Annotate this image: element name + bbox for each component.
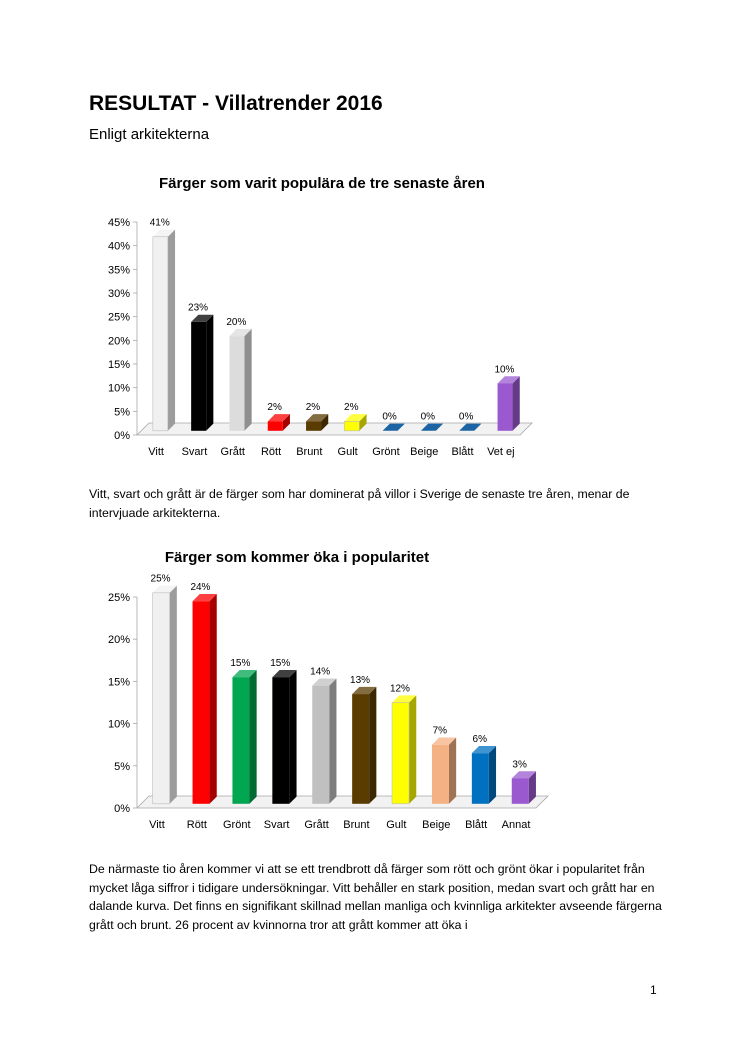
bar-side bbox=[170, 586, 177, 804]
data-label: 2% bbox=[267, 402, 282, 414]
bar-annat bbox=[512, 771, 536, 804]
bar-side bbox=[244, 329, 251, 431]
x-tick-label: Blått bbox=[465, 819, 488, 831]
page-subtitle: Enligt arkitekterna bbox=[89, 126, 210, 143]
bar-front bbox=[193, 601, 210, 804]
data-label: 23% bbox=[188, 302, 209, 314]
data-label: 7% bbox=[432, 725, 448, 737]
bar-front bbox=[306, 421, 321, 430]
x-tick-label: Gult bbox=[337, 446, 358, 458]
y-tick-label: 10% bbox=[107, 382, 130, 395]
chart-title: Färger som varit populära de tre senaste åren bbox=[159, 175, 485, 192]
page-number: 1 bbox=[650, 983, 657, 997]
data-label: 12% bbox=[389, 683, 410, 695]
bar-vitt bbox=[153, 230, 175, 431]
bar-rött bbox=[193, 594, 217, 804]
y-tick-label: 30% bbox=[107, 288, 130, 300]
y-tick-label: 5% bbox=[114, 760, 130, 773]
data-label: 14% bbox=[310, 666, 331, 678]
y-tick-label: 0% bbox=[114, 803, 130, 815]
bar-front bbox=[191, 322, 206, 431]
bar-side bbox=[206, 315, 213, 431]
chart-title: Färger som kommer öka i popularitet bbox=[164, 549, 430, 566]
bar-front bbox=[498, 383, 513, 430]
bar-front bbox=[153, 237, 168, 431]
paragraph-2: De närmaste tio åren kommer vi att se ett trendbrott då färger som rött och grönt ökar i popularitet från mycket låga siffror i tidigare undersökningar. Vitt behåller en stark position, medan svart och grått har en dalande kurva. Det finns en signifikant skillnad mellan manliga och kvinnliga arkitekter avseende färgerna grått och brunt. 26 procent av kvinnorna tror att grått kommer att öka i bbox=[89, 862, 662, 932]
y-tick-label: 5% bbox=[114, 406, 130, 419]
y-tick-label: 15% bbox=[107, 359, 130, 371]
bar-front bbox=[392, 703, 409, 804]
y-tick-label: 0% bbox=[114, 430, 130, 442]
data-label: 0% bbox=[458, 411, 474, 423]
x-tick-label: Grönt bbox=[222, 819, 251, 831]
bar-svart bbox=[272, 670, 296, 804]
bar-side bbox=[449, 738, 456, 804]
bar-front bbox=[512, 778, 529, 803]
x-tick-label: Rött bbox=[260, 446, 282, 458]
bar-side bbox=[409, 695, 416, 803]
bar-blått bbox=[472, 746, 496, 804]
y-tick-label: 20% bbox=[107, 335, 130, 348]
data-label: 25% bbox=[150, 573, 171, 585]
data-label: 2% bbox=[344, 402, 359, 414]
y-tick-label: 25% bbox=[107, 592, 130, 604]
bar-gult bbox=[392, 695, 416, 803]
bar-side bbox=[210, 594, 217, 804]
y-tick-label: 20% bbox=[107, 634, 130, 647]
x-tick-label: Vitt bbox=[148, 446, 165, 458]
bar-side bbox=[289, 670, 296, 804]
bar-front bbox=[272, 677, 289, 804]
bar-side bbox=[513, 376, 520, 431]
data-label: 13% bbox=[350, 674, 371, 686]
y-tick-label: 40% bbox=[107, 240, 130, 253]
data-label: 0% bbox=[382, 411, 397, 423]
x-tick-label: Blått bbox=[451, 446, 474, 458]
bar-side bbox=[249, 670, 256, 804]
bar-grått bbox=[312, 678, 336, 803]
data-label: 41% bbox=[149, 217, 170, 229]
bar-side bbox=[329, 678, 336, 803]
bar-front bbox=[153, 593, 170, 804]
paragraph-1: Vitt, svart och grått är de färger som har dominerat på villor i Sverige de senaste tre åren, menar de intervjuade arkitekterna. bbox=[89, 487, 630, 520]
bar-front bbox=[472, 753, 489, 804]
bar-grönt bbox=[232, 670, 256, 804]
x-tick-label: Brunt bbox=[343, 819, 370, 831]
chart-increasing-colors bbox=[0, 538, 746, 848]
x-tick-label: Beige bbox=[410, 446, 439, 458]
y-tick-label: 45% bbox=[107, 217, 130, 229]
x-tick-label: Grått bbox=[304, 819, 329, 831]
x-tick-label: Beige bbox=[422, 819, 451, 831]
bar-svart bbox=[191, 315, 213, 431]
bar-front bbox=[268, 421, 283, 430]
bar-grått bbox=[229, 329, 251, 431]
bar-beige bbox=[432, 738, 456, 804]
page-title: RESULTAT - Villatrender 2016 bbox=[89, 92, 383, 115]
x-tick-label: Brunt bbox=[296, 446, 323, 458]
data-label: 15% bbox=[270, 658, 291, 669]
data-label: 15% bbox=[230, 658, 251, 669]
y-tick-label: 35% bbox=[107, 264, 130, 277]
chart-popular-colors bbox=[0, 160, 746, 470]
bar-vet ej bbox=[498, 376, 520, 431]
x-tick-label: Grönt bbox=[372, 446, 400, 458]
data-label: 2% bbox=[305, 402, 321, 414]
x-tick-label: Annat bbox=[501, 819, 531, 831]
bar-front bbox=[229, 336, 244, 431]
y-tick-label: 15% bbox=[107, 676, 130, 689]
y-tick-label: 10% bbox=[107, 718, 130, 731]
bar-front bbox=[312, 686, 329, 804]
bar-side bbox=[489, 746, 496, 804]
data-label: 24% bbox=[190, 582, 211, 594]
bar-brunt bbox=[352, 687, 376, 804]
bar-vitt bbox=[153, 586, 177, 804]
x-tick-label: Rött bbox=[186, 819, 207, 831]
data-label: 0% bbox=[420, 411, 436, 423]
data-label: 3% bbox=[512, 759, 527, 771]
y-tick-label: 25% bbox=[107, 311, 130, 324]
bar-side bbox=[168, 230, 175, 431]
bar-front bbox=[344, 421, 359, 430]
x-tick-label: Vet ej bbox=[487, 446, 515, 458]
x-tick-label: Svart bbox=[263, 819, 290, 831]
bar-front bbox=[352, 694, 369, 804]
x-tick-label: Grått bbox=[220, 446, 245, 458]
bar-front bbox=[432, 745, 449, 804]
bar-side bbox=[369, 687, 376, 804]
data-label: 10% bbox=[494, 364, 515, 376]
x-tick-label: Gult bbox=[386, 819, 407, 831]
x-tick-label: Vitt bbox=[149, 819, 165, 831]
data-label: 20% bbox=[226, 316, 247, 328]
bar-front bbox=[232, 677, 249, 804]
x-tick-label: Svart bbox=[181, 446, 208, 458]
data-label: 6% bbox=[472, 733, 487, 745]
